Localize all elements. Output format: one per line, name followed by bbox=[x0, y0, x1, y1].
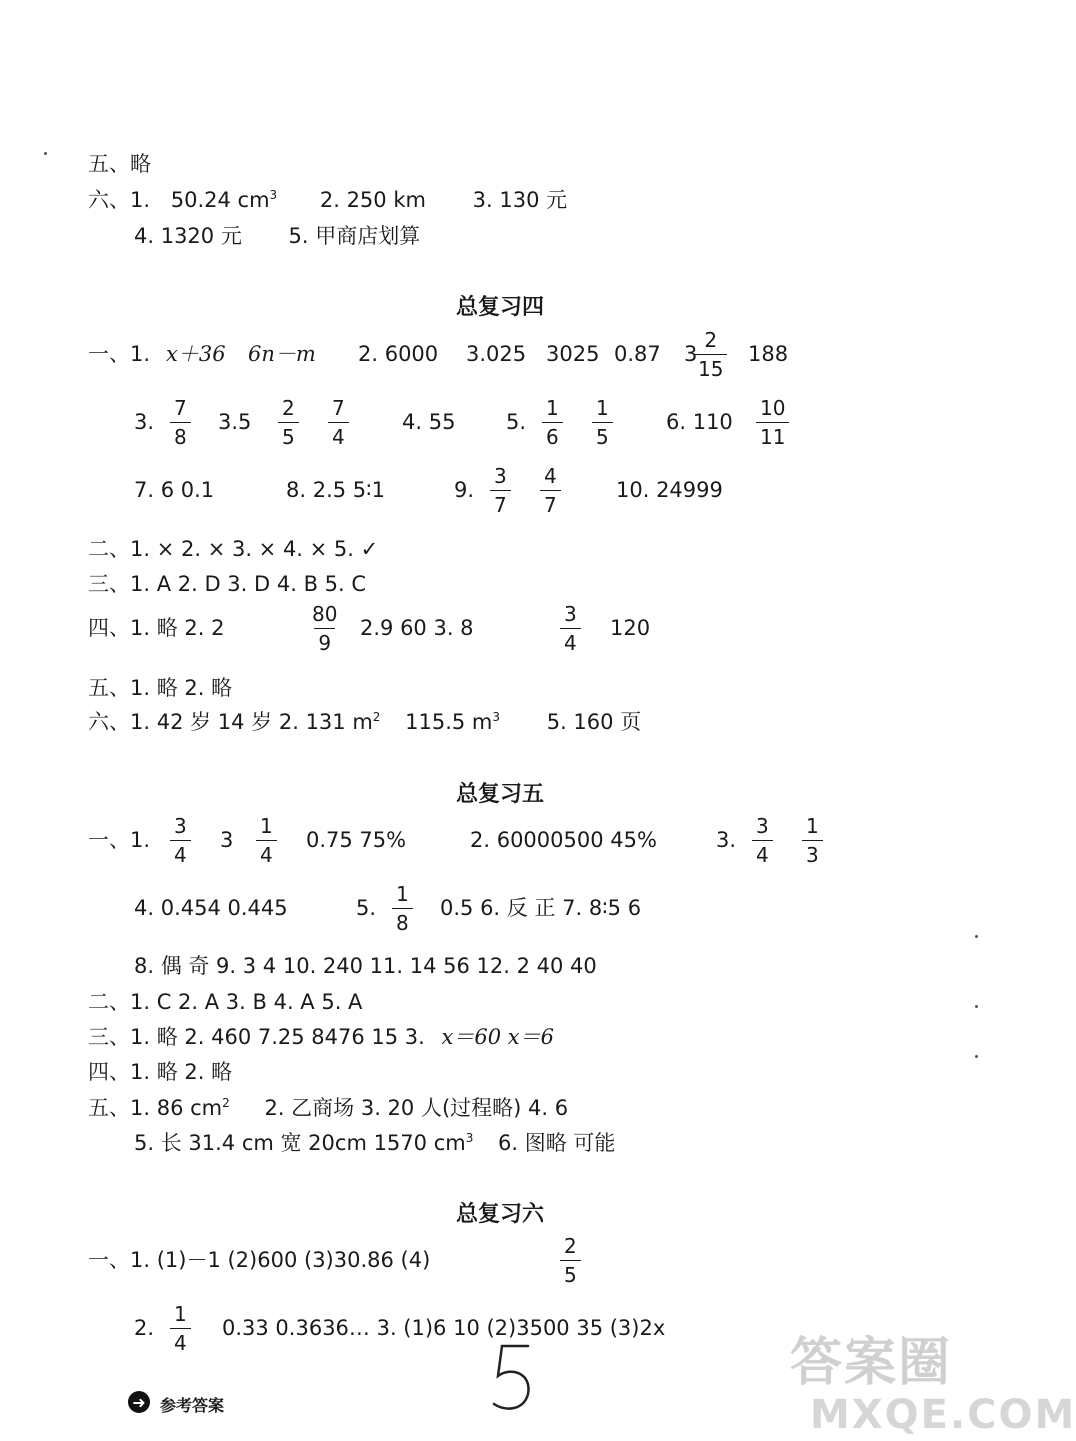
answer-text: 6. 图略 可能 bbox=[498, 1131, 616, 1155]
fraction bbox=[278, 398, 299, 447]
answer-text: 2. 乙商场 3. 20 人(过程略) 4. 6 bbox=[264, 1096, 569, 1120]
numerator: 2 bbox=[282, 396, 295, 420]
denominator: 5 bbox=[560, 1260, 581, 1285]
fraction bbox=[170, 1304, 191, 1353]
answer-line bbox=[134, 220, 420, 250]
numerator: 4 bbox=[544, 464, 557, 488]
fraction bbox=[256, 816, 277, 865]
superscript: 2 bbox=[222, 1096, 230, 1110]
margin-mark bbox=[975, 1005, 978, 1008]
denominator: 15 bbox=[694, 354, 727, 379]
answer-text: 5. 长 31.4 cm 宽 20cm 1570 cm bbox=[134, 1131, 466, 1155]
arrow-right-icon: ➜ bbox=[128, 1391, 150, 1413]
answer-prefix: 一、1. bbox=[88, 828, 151, 852]
answer-text: 0.87 bbox=[614, 342, 661, 366]
denominator: 3 bbox=[802, 840, 823, 865]
denominator: 7 bbox=[490, 490, 511, 515]
fraction bbox=[328, 398, 349, 447]
denominator: 4 bbox=[560, 628, 581, 653]
answer-line bbox=[134, 1127, 615, 1157]
answer-text: 一、1. (1)－1 (2)600 (3)30.86 (4) bbox=[88, 1248, 431, 1272]
fraction bbox=[592, 398, 613, 447]
section-title: 总复习五 bbox=[455, 782, 544, 807]
numerator: 1 bbox=[546, 396, 559, 420]
answer-text: 0.33 0.3636… 3. (1)6 10 (2)3500 35 (3)2x bbox=[222, 1316, 666, 1340]
answer-prefix: 9. bbox=[454, 478, 475, 502]
fraction bbox=[756, 398, 789, 447]
margin-mark bbox=[975, 1055, 978, 1058]
superscript: 3 bbox=[465, 1131, 474, 1145]
denominator: 4 bbox=[170, 1328, 191, 1353]
answer-text: 4. 1320 元 bbox=[134, 224, 242, 248]
numerator: 1 bbox=[396, 882, 409, 906]
answer-text: 四、1. 略 2. 2 bbox=[88, 616, 225, 640]
numerator: 3 bbox=[756, 814, 769, 838]
denominator: 4 bbox=[328, 422, 349, 447]
answer-text: 3.025 bbox=[466, 342, 527, 366]
answer-text: 2. 60000500 45% bbox=[470, 828, 657, 852]
answer-prefix: 一、1. bbox=[88, 342, 151, 366]
section-title: 总复习六 bbox=[455, 1202, 544, 1227]
answer-prefix: 2. bbox=[134, 1316, 155, 1340]
answer-text: 10. 24999 bbox=[616, 478, 723, 502]
fraction bbox=[308, 604, 341, 653]
answer-line: 二、1. C 2. A 3. B 4. A 5. A bbox=[88, 990, 363, 1014]
answer-text: 2. 6000 bbox=[358, 342, 439, 366]
fraction bbox=[802, 816, 823, 865]
answer-text: 0.5 6. 反 正 7. 8∶5 6 bbox=[440, 896, 642, 920]
section-title: 总复习四 bbox=[455, 295, 544, 320]
answer-text: 六、1. 42 岁 14 岁 2. 131 m bbox=[88, 710, 373, 734]
superscript: 3 bbox=[492, 710, 501, 724]
fraction bbox=[170, 816, 191, 865]
answer-line: 五、1. 略 2. 略 bbox=[88, 676, 233, 700]
numerator: 7 bbox=[174, 396, 187, 420]
mixed-number-whole: 3 bbox=[684, 342, 698, 366]
answer-text: 5. 甲商店划算 bbox=[288, 224, 421, 248]
denominator: 4 bbox=[752, 840, 773, 865]
answer-text: 8. 2.5 5∶1 bbox=[286, 478, 385, 502]
numerator: 10 bbox=[760, 396, 786, 420]
answer-text: x＝60 x＝6 bbox=[441, 1025, 554, 1049]
footer-label: 参考答案 bbox=[160, 1396, 225, 1415]
fraction bbox=[490, 466, 511, 515]
answer-prefix: 六、1. bbox=[88, 188, 151, 212]
answer-line bbox=[88, 184, 567, 214]
answer-text: 115.5 m bbox=[405, 710, 493, 734]
denominator: 8 bbox=[170, 422, 191, 447]
answer-text: 2. 250 km bbox=[319, 188, 426, 212]
fraction bbox=[170, 398, 191, 447]
denominator: 8 bbox=[392, 908, 413, 933]
answer-line: 五、略 bbox=[88, 152, 151, 176]
answer-text: 3 bbox=[220, 828, 234, 852]
answer-prefix: 3. bbox=[134, 410, 155, 434]
denominator: 4 bbox=[170, 840, 191, 865]
fraction bbox=[752, 816, 773, 865]
answer-text: 50.24 cm bbox=[170, 188, 270, 212]
fraction bbox=[560, 1236, 581, 1285]
answer-line: 8. 偶 奇 9. 3 4 10. 240 11. 14 56 12. 2 40 40 bbox=[134, 954, 597, 978]
answer-line: 四、1. 略 2. 略 bbox=[88, 1060, 233, 1084]
answer-text: 4. 0.454 0.445 bbox=[134, 896, 288, 920]
answer-text: 0.75 75% bbox=[306, 828, 407, 852]
denominator: 5 bbox=[592, 422, 613, 447]
numerator: 80 bbox=[312, 602, 338, 626]
answer-prefix: 5. bbox=[356, 896, 377, 920]
answer-text: 5. 160 页 bbox=[546, 710, 642, 734]
numerator: 1 bbox=[806, 814, 819, 838]
answer-line: 二、1. × 2. × 3. × 4. × 5. ✓ bbox=[88, 537, 379, 561]
answer-text: 五、1. 86 cm bbox=[88, 1096, 223, 1120]
denominator: 5 bbox=[278, 422, 299, 447]
fraction bbox=[542, 398, 563, 447]
answer-text: 7. 6 0.1 bbox=[134, 478, 215, 502]
answer-text: 3.5 bbox=[218, 410, 252, 434]
answer-text: 6n－m bbox=[248, 342, 316, 366]
numerator: 1 bbox=[174, 1302, 187, 1326]
numerator: 3 bbox=[494, 464, 507, 488]
superscript: 3 bbox=[269, 188, 278, 202]
numerator: 3 bbox=[174, 814, 187, 838]
margin-mark bbox=[44, 152, 47, 155]
answer-text: 4. 55 bbox=[402, 410, 456, 434]
fraction bbox=[694, 330, 727, 379]
answer-text: 三、1. 略 2. 460 7.25 8476 15 3. bbox=[88, 1025, 425, 1049]
answer-line bbox=[88, 1021, 554, 1051]
answer-text: 3025 bbox=[546, 342, 600, 366]
numerator: 7 bbox=[332, 396, 345, 420]
numerator: 1 bbox=[596, 396, 609, 420]
answer-text: 188 bbox=[748, 342, 789, 366]
numerator: 3 bbox=[564, 602, 577, 626]
answer-prefix: 5. bbox=[506, 410, 527, 434]
answer-text: 3. 130 元 bbox=[472, 188, 568, 212]
answer-line bbox=[88, 1092, 568, 1122]
answer-text: x＋36 bbox=[166, 342, 226, 366]
fraction bbox=[540, 466, 561, 515]
answer-line: 三、1. A 2. D 3. D 4. B 5. C bbox=[88, 572, 367, 596]
numerator: 2 bbox=[704, 328, 718, 352]
superscript: 2 bbox=[372, 710, 381, 724]
answer-prefix: 3. bbox=[716, 828, 737, 852]
watermark: MXQE.COM bbox=[810, 1392, 1076, 1438]
answer-text: 6. 110 bbox=[666, 410, 733, 434]
answer-line bbox=[88, 706, 641, 736]
handwritten-page-number bbox=[488, 1340, 538, 1420]
denominator: 6 bbox=[542, 422, 563, 447]
fraction bbox=[560, 604, 581, 653]
answer-text: 2.9 60 3. 8 bbox=[360, 616, 474, 640]
fraction bbox=[392, 884, 413, 933]
denominator: 9 bbox=[314, 628, 335, 653]
denominator: 4 bbox=[256, 840, 277, 865]
denominator: 11 bbox=[756, 422, 789, 447]
answer-text: 120 bbox=[610, 616, 651, 640]
margin-mark bbox=[975, 935, 978, 938]
numerator: 2 bbox=[564, 1234, 577, 1258]
watermark: 答案圈 bbox=[790, 1333, 953, 1393]
numerator: 1 bbox=[260, 814, 273, 838]
denominator: 7 bbox=[540, 490, 561, 515]
